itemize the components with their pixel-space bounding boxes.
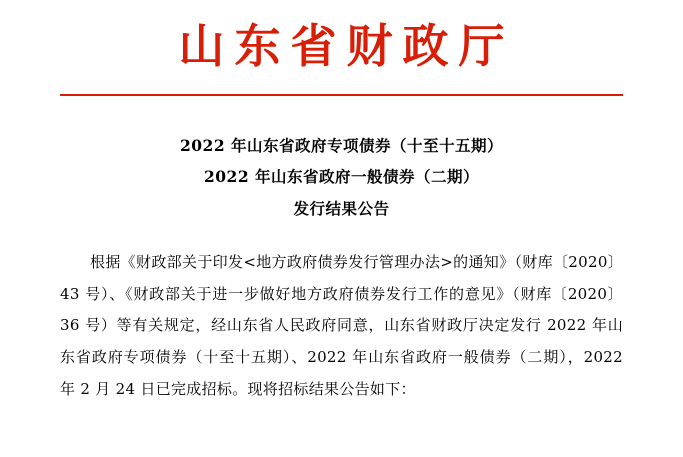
- letterhead-organization: 山东省财政厅: [178, 19, 515, 73]
- document-title-line-2: 2022 年山东省政府一般债券（二期）: [203, 167, 480, 187]
- document-title-line-3: 发行结果公告: [293, 199, 390, 219]
- document-title: [60, 130, 623, 225]
- body-paragraph: 根据《财政部关于印发<地方政府债券发行管理办法>的通知》（财库〔2020〕43 号）、《财政部关于进一步做好地方政府债券发行工作的意见》（财库〔2020〕36 号）等有关规定，经山东省人民政府同意，山东省财政厅决定发行 2022 年山东省政府专项债券（十至十五期）、2022 年山东省政府一般债券（二期），2022 年 2 月 24 日已完成招标。现将招标结果公告如下：: [60, 252, 623, 398]
- letterhead: [60, 0, 623, 96]
- letterhead-divider: [60, 94, 623, 96]
- document-title-line-1: 2022 年山东省政府专项债券（十至十五期）: [179, 135, 504, 155]
- document-body: [60, 247, 623, 406]
